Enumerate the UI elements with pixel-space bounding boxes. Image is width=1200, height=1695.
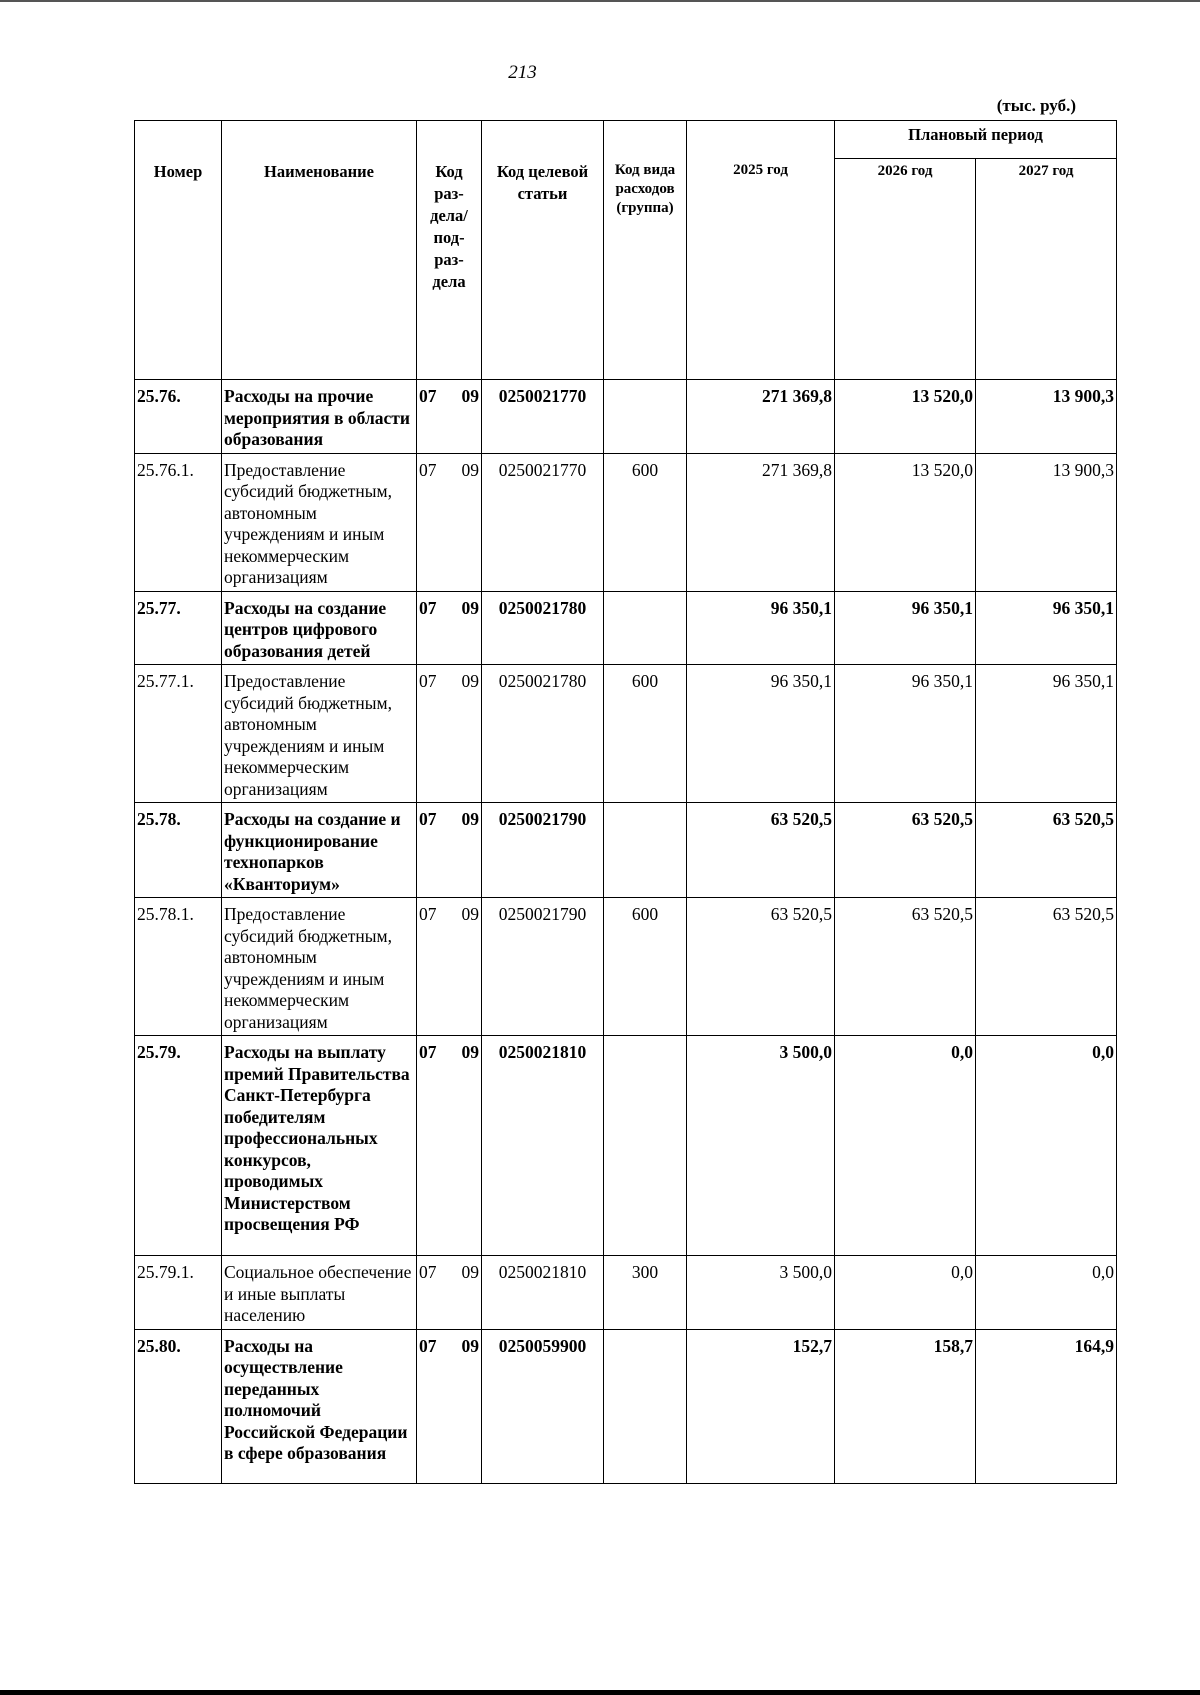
row-value-2026: 63 520,5 <box>835 898 976 1036</box>
table-row <box>135 665 1117 803</box>
row-expense-group: 600 <box>604 898 687 1036</box>
row-number: 25.77.1. <box>135 665 222 803</box>
table-row <box>135 1329 1117 1483</box>
row-value-2026: 63 520,5 <box>835 803 976 898</box>
row-value-2025: 63 520,5 <box>687 803 835 898</box>
row-section-code <box>417 1256 482 1330</box>
row-value-2027: 13 900,3 <box>976 453 1117 591</box>
subsection-code: 09 <box>461 1335 479 1356</box>
row-number: 25.76.1. <box>135 453 222 591</box>
row-article-code: 0250021810 <box>482 1036 604 1256</box>
header-name: Наименование <box>222 121 417 380</box>
row-number: 25.80. <box>135 1329 222 1483</box>
row-value-2027: 96 350,1 <box>976 591 1117 665</box>
subsection-code: 09 <box>461 809 479 829</box>
row-name: Расходы на создание и функционирование технопарков «Кванториум» <box>222 803 417 898</box>
subsection-code: 09 <box>461 671 479 691</box>
row-name: Расходы на осуществление переданных полномочий Российской Федерации в сфере образования <box>222 1329 417 1483</box>
row-value-2027: 96 350,1 <box>976 665 1117 803</box>
section-code: 07 <box>419 671 437 691</box>
row-article-code: 0250021780 <box>482 665 604 803</box>
row-section-code <box>417 380 482 454</box>
subsection-code: 09 <box>461 597 479 618</box>
row-article-code: 0250059900 <box>482 1329 604 1483</box>
row-value-2027: 0,0 <box>976 1036 1117 1256</box>
row-value-2026: 13 520,0 <box>835 453 976 591</box>
row-expense-group: 600 <box>604 665 687 803</box>
row-section-code <box>417 591 482 665</box>
row-number: 25.78.1. <box>135 898 222 1036</box>
row-expense-group: 300 <box>604 1256 687 1330</box>
row-expense-group <box>604 1036 687 1256</box>
row-value-2025: 96 350,1 <box>687 665 835 803</box>
section-code: 07 <box>419 809 437 829</box>
row-section-code <box>417 665 482 803</box>
header-section: Код раз-дела/ под-раз-дела <box>417 121 482 380</box>
section-code: 07 <box>419 1042 437 1062</box>
row-number: 25.79.1. <box>135 1256 222 1330</box>
header-year-2027: 2027 год <box>976 159 1117 380</box>
row-name: Социальное обеспечение и иные выплаты населению <box>222 1256 417 1330</box>
row-value-2025: 152,7 <box>687 1329 835 1483</box>
header-planned-period: Плановый период <box>835 121 1117 159</box>
table-row <box>135 1036 1117 1256</box>
row-value-2027: 63 520,5 <box>976 803 1117 898</box>
row-value-2026: 0,0 <box>835 1256 976 1330</box>
row-name: Расходы на создание центров цифрового образования детей <box>222 591 417 665</box>
row-name: Предоставление субсидий бюджетным, автономным учреждениям и иным некоммерческим организациям <box>222 898 417 1036</box>
row-value-2025: 63 520,5 <box>687 898 835 1036</box>
budget-table <box>134 120 1117 1484</box>
row-section-code <box>417 898 482 1036</box>
subsection-code: 09 <box>461 904 479 924</box>
row-expense-group <box>604 803 687 898</box>
table-row <box>135 1256 1117 1330</box>
row-number: 25.76. <box>135 380 222 454</box>
row-expense-group <box>604 380 687 454</box>
subsection-code: 09 <box>461 1262 479 1282</box>
row-number: 25.79. <box>135 1036 222 1256</box>
row-number: 25.77. <box>135 591 222 665</box>
row-article-code: 0250021790 <box>482 803 604 898</box>
header-year-2025: 2025 год <box>687 121 835 380</box>
row-value-2025: 271 369,8 <box>687 453 835 591</box>
table-row <box>135 453 1117 591</box>
row-value-2027: 13 900,3 <box>976 380 1117 454</box>
page-number: 213 <box>508 62 537 83</box>
row-name: Расходы на выплату премий Правительства Санкт-Петербурга победителям профессиональных конкурсов, проводимых Министерством просвещения РФ <box>222 1036 417 1256</box>
table-row <box>135 898 1117 1036</box>
row-section-code <box>417 803 482 898</box>
row-expense-group <box>604 591 687 665</box>
row-value-2026: 96 350,1 <box>835 665 976 803</box>
row-value-2027: 63 520,5 <box>976 898 1117 1036</box>
row-article-code: 0250021780 <box>482 591 604 665</box>
section-code: 07 <box>419 597 437 618</box>
header-expense-group: Код вида расходов (группа) <box>604 121 687 380</box>
units-label: (тыс. руб.) <box>996 96 1076 115</box>
section-code: 07 <box>419 459 437 480</box>
row-value-2026: 96 350,1 <box>835 591 976 665</box>
table-row <box>135 380 1117 454</box>
table-row <box>135 803 1117 898</box>
section-code: 07 <box>419 1262 437 1282</box>
subsection-code: 09 <box>461 459 479 480</box>
row-value-2027: 164,9 <box>976 1329 1117 1483</box>
row-article-code: 0250021790 <box>482 898 604 1036</box>
subsection-code: 09 <box>461 386 479 406</box>
row-expense-group: 600 <box>604 453 687 591</box>
row-section-code <box>417 1036 482 1256</box>
scan-edge <box>0 1690 1200 1695</box>
row-value-2025: 3 500,0 <box>687 1036 835 1256</box>
row-section-code <box>417 1329 482 1483</box>
row-article-code: 0250021810 <box>482 1256 604 1330</box>
row-expense-group <box>604 1329 687 1483</box>
row-name: Расходы на прочие мероприятия в области образования <box>222 380 417 454</box>
row-article-code: 0250021770 <box>482 453 604 591</box>
section-code: 07 <box>419 1335 437 1356</box>
row-value-2026: 13 520,0 <box>835 380 976 454</box>
row-value-2027: 0,0 <box>976 1256 1117 1330</box>
row-section-code <box>417 453 482 591</box>
row-value-2025: 3 500,0 <box>687 1256 835 1330</box>
section-code: 07 <box>419 386 437 406</box>
row-name: Предоставление субсидий бюджетным, автономным учреждениям и иным некоммерческим организациям <box>222 665 417 803</box>
subsection-code: 09 <box>461 1042 479 1062</box>
row-number: 25.78. <box>135 803 222 898</box>
row-name: Предоставление субсидий бюджетным, автономным учреждениям и иным некоммерческим организациям <box>222 453 417 591</box>
row-value-2026: 158,7 <box>835 1329 976 1483</box>
row-value-2025: 96 350,1 <box>687 591 835 665</box>
header-year-2026: 2026 год <box>835 159 976 380</box>
table-row <box>135 591 1117 665</box>
header-article: Код целевой статьи <box>482 121 604 380</box>
section-code: 07 <box>419 904 437 924</box>
row-value-2025: 271 369,8 <box>687 380 835 454</box>
row-article-code: 0250021770 <box>482 380 604 454</box>
row-value-2026: 0,0 <box>835 1036 976 1256</box>
header-number: Номер <box>135 121 222 380</box>
